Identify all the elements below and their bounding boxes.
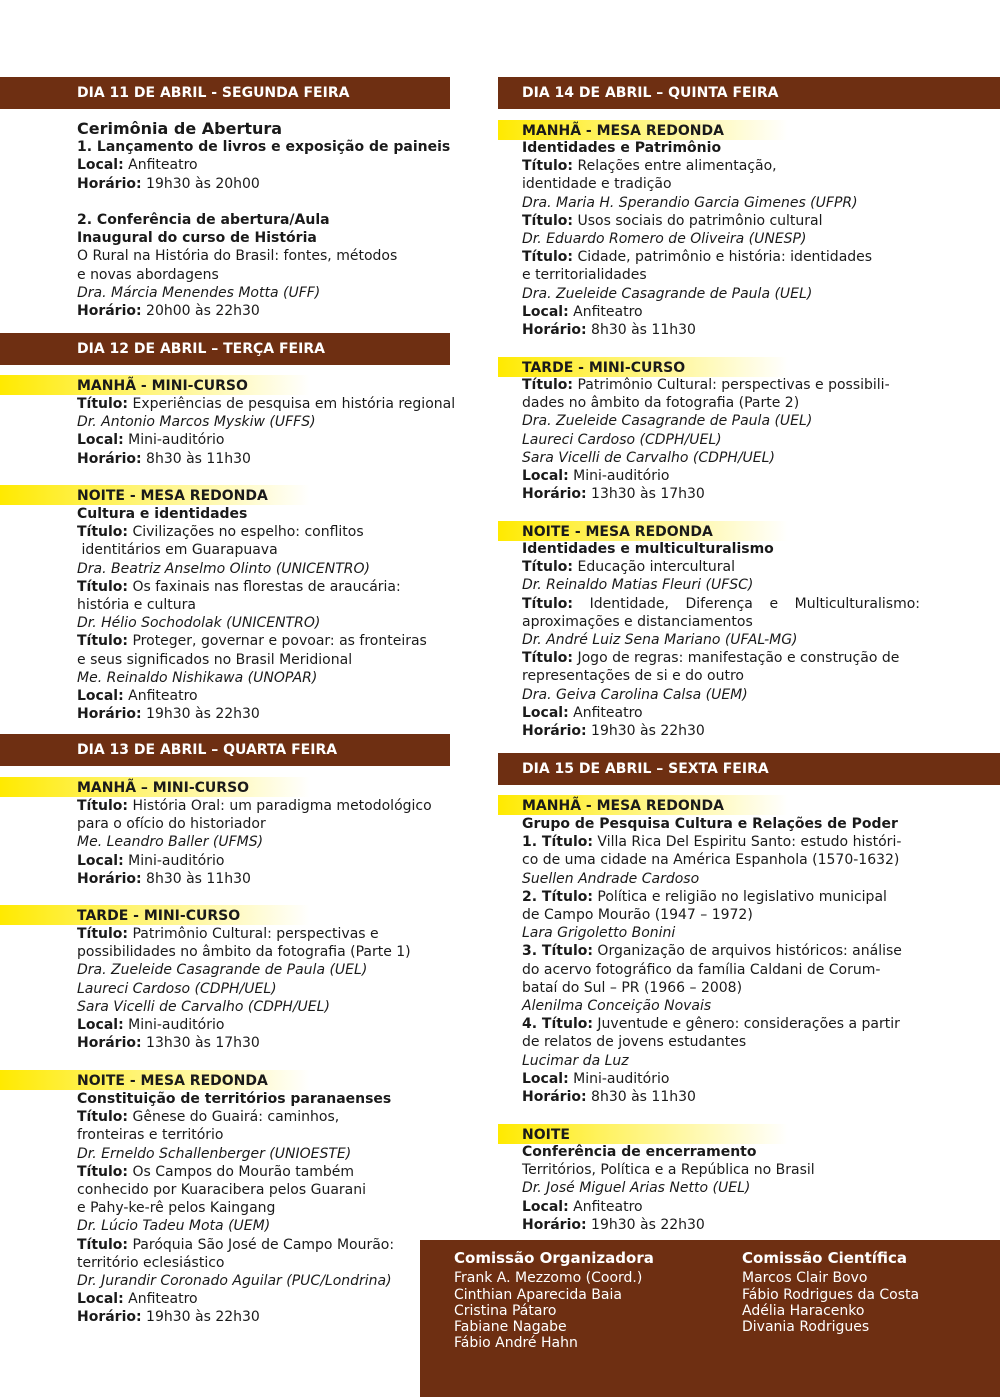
local-label: Local:: [77, 688, 124, 705]
title-label: Título:: [77, 633, 129, 650]
speaker: Me. Reinaldo Nishikawa (UNOPAR): [77, 669, 318, 686]
scientific-committee-title: Comissão Científica: [742, 1249, 908, 1267]
local-label: Local:: [77, 1291, 124, 1308]
local-value: Mini-auditório: [123, 852, 225, 869]
title-label: Título:: [522, 595, 574, 612]
day13-afternoon: [77, 925, 482, 1052]
title-value: Os Campos do Mourão também: [128, 1163, 355, 1180]
local-value: Mini-auditório: [568, 1070, 670, 1087]
session-theme: Identidades e multiculturalismo: [522, 541, 774, 557]
title-label: Título:: [77, 1236, 129, 1253]
title-value: Civilizações no espelho: conflitos: [128, 524, 364, 541]
speaker: Dra. Beatriz Anselmo Olinto (UNICENTRO): [77, 560, 370, 577]
committee-member: Divania Rodrigues: [742, 1319, 870, 1336]
committee-member: Marcos Clair Bovo: [742, 1270, 868, 1287]
day13-morning: [77, 797, 482, 888]
item-title: 2. Conferência de abertura/Aula: [77, 212, 330, 229]
session-theme: Conferência de encerramento: [522, 1144, 757, 1160]
local-value: Anfiteatro: [123, 688, 198, 705]
time-label: Horário:: [77, 450, 142, 467]
speaker: Dr. Erneldo Schallenberger (UNIOESTE): [77, 1145, 352, 1162]
title-label: Título:: [77, 926, 129, 942]
time-label: Horário:: [77, 870, 142, 887]
title-value: Política e religião no legislativo municipal: [592, 888, 887, 905]
title-value: Jogo de regras: manifestação e construção de: [573, 650, 900, 667]
title-value: Os faxinais nas florestas de araucária:: [128, 578, 401, 595]
session-label: MANHÃ - MINI-CURSO: [0, 375, 310, 395]
committee-member: Fábio Rodrigues da Costa: [742, 1286, 920, 1303]
local-value: Anfiteatro: [568, 303, 643, 320]
speaker: Dra. Zueleide Casagrande de Paula (UEL): [522, 285, 813, 302]
day11-program: [77, 120, 482, 320]
time-label: Horário:: [77, 1309, 142, 1326]
title-value: de Campo Mourão (1947 – 1972): [522, 907, 753, 924]
time-value: 8h30 às 11h30: [586, 322, 696, 339]
title-value: Relações entre alimentação,: [573, 158, 777, 175]
title-value: Cidade, patrimônio e história: identidades: [573, 249, 873, 266]
local-value: Mini-auditório: [123, 432, 225, 449]
speaker: Lara Grigoletto Bonini: [522, 925, 676, 942]
day-header-12: DIA 12 DE ABRIL – TERÇA FEIRA: [0, 333, 450, 365]
title-value: do acervo fotográfico da família Caldani de Corum-: [522, 961, 881, 978]
session-label: MANHÃ - MESA REDONDA: [498, 120, 788, 140]
speaker: Dra. Zueleide Casagrande de Paula (UEL): [77, 962, 368, 979]
time-label: Horário:: [522, 1216, 587, 1233]
title-value: conhecido por Kuaracibera pelos Guarani: [77, 1182, 367, 1199]
day14-afternoon: [522, 376, 920, 503]
day-header-11: DIA 11 DE ABRIL - SEGUNDA FEIRA: [0, 77, 450, 109]
session-label: NOITE: [498, 1124, 788, 1144]
day-header-13: DIA 13 DE ABRIL – QUARTA FEIRA: [0, 734, 450, 766]
time-label: Horário:: [77, 175, 142, 192]
local-value: Anfiteatro: [568, 1198, 643, 1215]
item-title: Inaugural do curso de História: [77, 230, 317, 247]
local-value: Mini-auditório: [123, 1017, 225, 1034]
title-value: aproximações e distanciamentos: [522, 613, 753, 630]
title-label: Título:: [77, 1109, 129, 1126]
local-label: Local:: [77, 157, 124, 174]
time-value: 13h30 às 17h30: [586, 486, 705, 503]
time-label: Horário:: [77, 706, 142, 723]
time-label: Horário:: [522, 322, 587, 339]
title-value: Organização de arquivos históricos: análise: [592, 943, 902, 960]
title-label: Título:: [522, 650, 574, 667]
speaker: Dr. Reinaldo Matias Fleuri (UFSC): [522, 577, 754, 594]
time-value: 8h30 às 11h30: [586, 1089, 696, 1106]
title-value: território eclesiástico: [77, 1254, 225, 1271]
speaker: Dra. Zueleide Casagrande de Paula (UEL): [522, 413, 813, 430]
title-label: Título:: [77, 524, 129, 541]
committee-member: Frank A. Mezzomo (Coord.): [454, 1270, 643, 1287]
speaker: Dra. Márcia Menendes Motta (UFF): [77, 284, 321, 301]
local-label: Local:: [522, 1070, 569, 1087]
speaker: Laureci Cardoso (CDPH/UEL): [522, 431, 722, 448]
session-theme: Constituição de territórios paranaenses: [77, 1091, 392, 1107]
time-value: 20h00 às 22h30: [141, 303, 260, 320]
time-value: 19h30 às 22h30: [141, 1309, 260, 1326]
title-value: e seus significados no Brasil Meridional: [77, 651, 353, 668]
session-label: TARDE - MINI-CURSO: [498, 357, 788, 377]
speaker: Suellen Andrade Cardoso: [522, 870, 700, 887]
title-label: Título:: [522, 559, 574, 576]
speaker: Dr. Lúcio Tadeu Mota (UEM): [77, 1218, 271, 1235]
day14-morning: [522, 139, 920, 339]
time-label: Horário:: [77, 1035, 142, 1052]
title-label: Título:: [522, 249, 574, 266]
title-value: Usos sociais do patrimônio cultural: [573, 212, 823, 229]
speaker: Dr. André Luiz Sena Mariano (UFAL-MG): [522, 632, 798, 649]
title-label: 4. Título:: [522, 1016, 593, 1033]
committee-member: Cristina Pátaro: [454, 1302, 557, 1319]
title-label: Título:: [77, 1163, 129, 1180]
time-value: 19h30 às 22h30: [141, 706, 260, 723]
local-label: Local:: [522, 468, 569, 485]
committee-member: Adélia Haracenko: [742, 1302, 865, 1319]
scientific-committee: [742, 1250, 919, 1335]
title-value: Juventude e gênero: considerações a partir: [592, 1016, 900, 1033]
time-label: Horário:: [522, 1089, 587, 1106]
day-header-15: DIA 15 DE ABRIL – SEXTA FEIRA: [498, 753, 1000, 785]
session-label: NOITE - MESA REDONDA: [498, 521, 788, 541]
title-value: representações de si e do outro: [522, 668, 744, 685]
title-value: dades no âmbito da fotografia (Parte 2): [522, 395, 800, 412]
session-label: NOITE - MESA REDONDA: [0, 485, 310, 505]
session-theme: Identidades e Patrimônio: [522, 140, 722, 156]
title-value: Patrimônio Cultural: perspectivas e: [128, 926, 379, 942]
time-label: Horário:: [77, 303, 142, 320]
day15-morning: [522, 815, 920, 1106]
title-value: para o ofício do historiador: [77, 816, 266, 833]
item-title: 1. Lançamento de livros e exposição de paineis: [77, 139, 451, 156]
speaker: Lucimar da Luz: [522, 1052, 629, 1069]
title-value: de relatos de jovens estudantes: [522, 1034, 747, 1051]
ceremony-title: Cerimônia de Abertura: [77, 119, 283, 138]
speaker: Dr. Antonio Marcos Myskiw (UFFS): [77, 414, 316, 431]
title-value: Educação intercultural: [573, 559, 736, 576]
title-value: bataí do Sul – PR (1966 – 2008): [522, 979, 743, 996]
title-value: co de uma cidade na América Espanhola (1570-1632): [522, 852, 900, 869]
item-description: O Rural na História do Brasil: fontes, métodos: [77, 248, 398, 265]
title-value: Proteger, governar e povoar: as fronteiras: [128, 633, 427, 650]
session-theme: Grupo de Pesquisa Cultura e Relações de Poder: [522, 816, 898, 832]
committee-member: Fabiane Nagabe: [454, 1319, 567, 1336]
speaker: Dra. Maria H. Sperandio Garcia Gimenes (UFPR): [522, 194, 858, 211]
committee-member: Fábio André Hahn: [454, 1335, 578, 1352]
local-label: Local:: [522, 704, 569, 721]
time-value: 19h30 às 22h30: [586, 723, 705, 740]
speaker: Dr. Hélio Sochodolak (UNICENTRO): [77, 615, 321, 632]
title-value: identitários em Guarapuava: [77, 542, 278, 559]
day-header-14: DIA 14 DE ABRIL – QUINTA FEIRA: [498, 77, 1000, 109]
local-label: Local:: [522, 1198, 569, 1215]
local-label: Local:: [77, 852, 124, 869]
day14-night: [522, 540, 920, 740]
speaker: Me. Leandro Baller (UFMS): [77, 834, 264, 851]
local-value: Anfiteatro: [568, 704, 643, 721]
day15-night: [522, 1143, 920, 1234]
speaker: Dra. Geiva Carolina Calsa (UEM): [522, 686, 748, 703]
speaker: Laureci Cardoso (CDPH/UEL): [77, 980, 277, 997]
speaker: Dr. José Miguel Arias Netto (UEL): [522, 1180, 751, 1197]
title-value: Identidade, Diferença e Multiculturalismo:: [573, 595, 920, 612]
speaker: Sara Vicelli de Carvalho (CDPH/UEL): [77, 998, 330, 1015]
session-label: MANHÃ - MESA REDONDA: [498, 795, 788, 815]
speaker: Sara Vicelli de Carvalho (CDPH/UEL): [522, 449, 775, 466]
title-value: História Oral: um paradigma metodológico: [128, 798, 432, 814]
item-description: e novas abordagens: [77, 266, 219, 283]
time-value: 19h30 às 22h30: [586, 1216, 705, 1233]
speaker: Dr. Jurandir Coronado Aguilar (PUC/Londrina): [77, 1273, 392, 1290]
committee-member: Cinthian Aparecida Baia: [454, 1286, 622, 1303]
local-value: Mini-auditório: [568, 468, 670, 485]
speaker: Dr. Eduardo Romero de Oliveira (UNESP): [522, 231, 807, 248]
title-value: possibilidades no âmbito da fotografia (Parte 1): [77, 944, 411, 961]
session-label: NOITE - MESA REDONDA: [0, 1070, 310, 1090]
title-label: 1. Título:: [522, 834, 593, 851]
title-value: Villa Rica Del Espiritu Santo: estudo históri-: [592, 834, 902, 851]
speaker: Alenilma Conceição Novais: [522, 998, 712, 1015]
local-value: Anfiteatro: [123, 157, 198, 174]
session-label: MANHÃ – MINI-CURSO: [0, 777, 310, 797]
item-description: Territórios, Política e a República no Brasil: [522, 1162, 815, 1179]
local-value: Anfiteatro: [123, 1291, 198, 1308]
title-label: Título:: [77, 798, 129, 814]
time-value: 8h30 às 11h30: [141, 450, 251, 467]
title-value: e Pahy-ke-rê pelos Kaingang: [77, 1200, 276, 1217]
title-value: Patrimônio Cultural: perspectivas e possibili-: [573, 377, 890, 393]
local-label: Local:: [77, 1017, 124, 1034]
title-label: Título:: [77, 396, 129, 412]
time-label: Horário:: [522, 723, 587, 740]
session-theme: Cultura e identidades: [77, 506, 248, 522]
title-value: Gênese do Guairá: caminhos,: [128, 1109, 340, 1126]
local-label: Local:: [77, 432, 124, 449]
title-label: Título:: [522, 377, 574, 393]
organizing-committee-title: Comissão Organizadora: [454, 1249, 654, 1267]
organizing-committee: [454, 1250, 654, 1352]
title-value: fronteiras e território: [77, 1127, 224, 1144]
committees-footer: [420, 1240, 1000, 1397]
local-label: Local:: [522, 303, 569, 320]
title-value: identidade e tradição: [522, 176, 672, 193]
title-label: Título:: [522, 212, 574, 229]
title-label: Título:: [522, 158, 574, 175]
day12-night: [77, 505, 482, 723]
title-value: história e cultura: [77, 597, 197, 614]
time-value: 19h30 às 20h00: [141, 175, 260, 192]
title-value: e territorialidades: [522, 267, 647, 284]
time-value: 8h30 às 11h30: [141, 870, 251, 887]
time-label: Horário:: [522, 486, 587, 503]
title-label: 3. Título:: [522, 943, 593, 960]
day12-morning: [77, 395, 482, 468]
title-label: Título:: [77, 578, 129, 595]
time-value: 13h30 às 17h30: [141, 1035, 260, 1052]
title-label: 2. Título:: [522, 888, 593, 905]
session-label: TARDE - MINI-CURSO: [0, 905, 310, 925]
title-value: Experiências de pesquisa em história regional: [128, 396, 456, 412]
title-value: Paróquia São José de Campo Mourão:: [128, 1236, 395, 1253]
